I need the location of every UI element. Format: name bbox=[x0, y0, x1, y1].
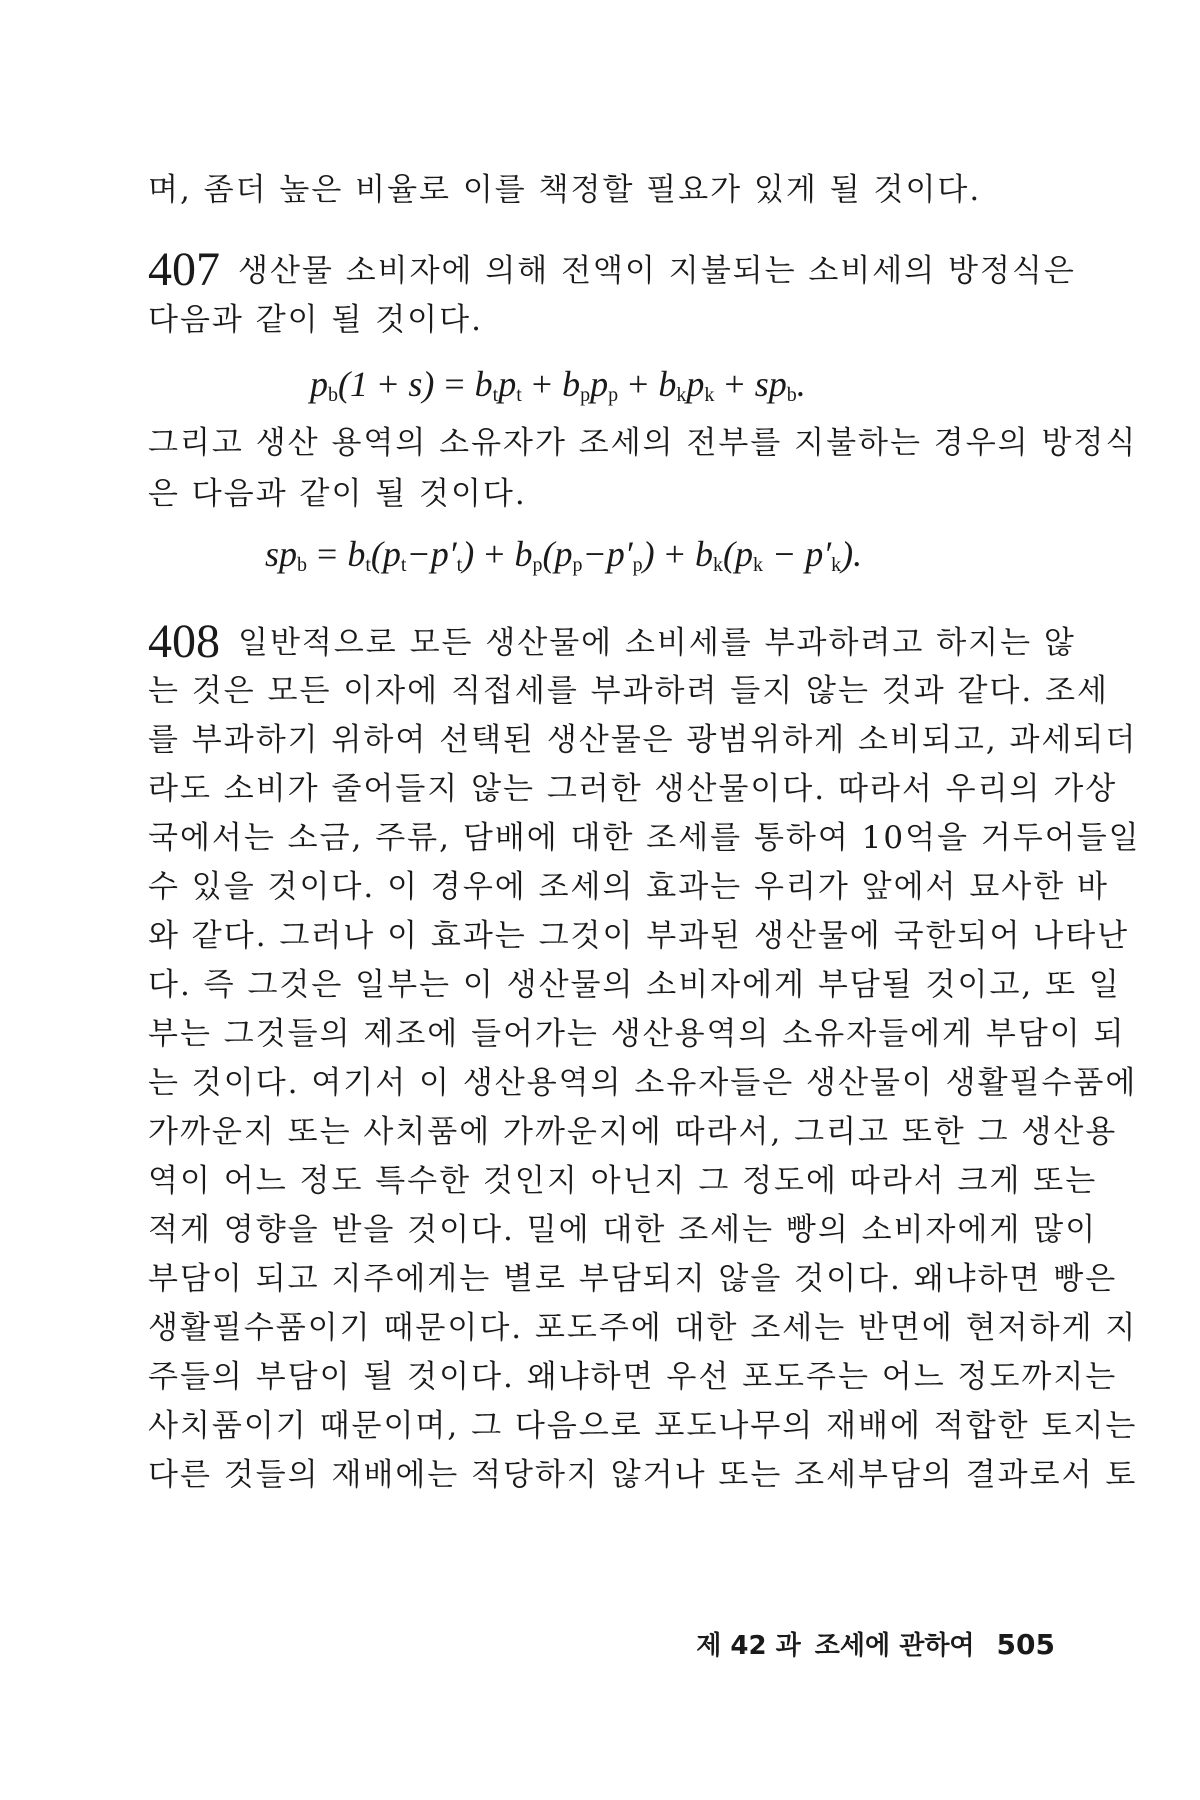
intro-line: 며, 좀더 높은 비율로 이를 책정할 필요가 있게 될 것이다. bbox=[148, 172, 982, 208]
footer-chapter: 제 42 과 bbox=[696, 1631, 801, 1661]
section-408-line-6: 수 있을 것이다. 이 경우에 조세의 효과는 우리가 앞에서 묘사한 바 bbox=[148, 869, 1109, 905]
page-number: 505 bbox=[996, 1628, 1055, 1661]
equation-2 bbox=[265, 532, 862, 587]
section-408-text-1: 일반적으로 모든 생산물에 소비세를 부과하려고 하지는 않 bbox=[238, 625, 1076, 661]
footer-title: 조세에 관하여 bbox=[814, 1631, 975, 1661]
section-408-line-11: 가까운지 또는 사치품에 가까운지에 따라서, 그리고 또한 그 생산용 bbox=[148, 1114, 1118, 1150]
equation-1-text: $p_b(1 + s) = b_tp_t + b_pp_p + b_kp_k + sp_b$. bbox=[310, 364, 806, 406]
section-408-line-2: 는 것은 모든 이자에 직접세를 부과하려 들지 않는 것과 같다. 조세 bbox=[148, 673, 1109, 709]
section-407-line-2: 다음과 같이 될 것이다. bbox=[148, 302, 483, 338]
section-number-407: 407 bbox=[148, 243, 220, 296]
equation-1 bbox=[310, 362, 806, 417]
section-408-line-16: 주들의 부담이 될 것이다. 왜냐하면 우선 포도주는 어느 정도까지는 bbox=[148, 1359, 1118, 1395]
section-408-line-13: 적게 영향을 받을 것이다. 밀에 대한 조세는 빵의 소비자에게 많이 bbox=[148, 1212, 1098, 1248]
section-408-line-3: 를 부과하기 위하여 선택된 생산물은 광범위하게 소비되고, 과세되더 bbox=[148, 722, 1138, 758]
section-408-line-9: 부는 그것들의 제조에 들어가는 생산용역의 소유자들에게 부담이 되 bbox=[148, 1016, 1126, 1052]
section-408-line-17: 사치품이기 때문이며, 그 다음으로 포도나무의 재배에 적합한 토지는 bbox=[148, 1408, 1138, 1444]
section-408-line-4: 라도 소비가 줄어들지 않는 그러한 생산물이다. 따라서 우리의 가상 bbox=[148, 771, 1118, 807]
section-407-line-3: 그리고 생산 용역의 소유자가 조세의 전부를 지불하는 경우의 방정식 bbox=[148, 425, 1138, 461]
section-407-line-1 bbox=[148, 243, 1076, 296]
section-408-line-7: 와 같다. 그러나 이 효과는 그것이 부과된 생산물에 국한되어 나타난 bbox=[148, 918, 1130, 954]
section-number-408: 408 bbox=[148, 615, 220, 668]
section-408-line-12: 역이 어느 정도 특수한 것인지 아닌지 그 정도에 따라서 크게 또는 bbox=[148, 1163, 1098, 1199]
section-408-line-10: 는 것이다. 여기서 이 생산용역의 소유자들은 생산물이 생활필수품에 bbox=[148, 1065, 1138, 1101]
section-408-line-15: 생활필수품이기 때문이다. 포도주에 대한 조세는 반면에 현저하게 지 bbox=[148, 1310, 1138, 1346]
section-408-line-5: 국에서는 소금, 주류, 담배에 대한 조세를 통하여 10억을 거두어들일 bbox=[148, 820, 1141, 856]
section-408-line-14: 부담이 되고 지주에게는 별로 부담되지 않을 것이다. 왜냐하면 빵은 bbox=[148, 1261, 1118, 1297]
page-footer bbox=[682, 1625, 1055, 1662]
section-408-line-1 bbox=[148, 615, 1076, 668]
section-407-line-4: 은 다음과 같이 될 것이다. bbox=[148, 476, 527, 512]
section-408-line-8: 다. 즉 그것은 일부는 이 생산물의 소비자에게 부담될 것이고, 또 일 bbox=[148, 967, 1121, 1003]
section-407-text-1: 생산물 소비자에 의해 전액이 지불되는 소비세의 방정식은 bbox=[238, 253, 1076, 289]
section-408-line-18: 다른 것들의 재배에는 적당하지 않거나 또는 조세부담의 결과로서 토 bbox=[148, 1457, 1138, 1493]
equation-2-text: $sp_b = b_t(p_t-p'_t) + b_p(p_p-p'_p) + b_k(p_k - p'_k)$. bbox=[265, 534, 863, 576]
